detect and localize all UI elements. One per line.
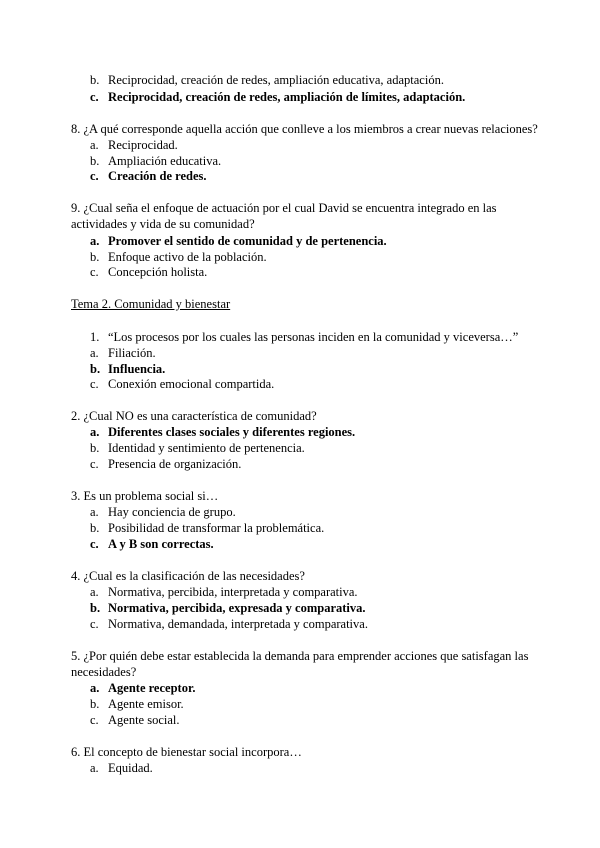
answer-option: b. Reciprocidad, creación de redes, ampliación educativa, adaptación. [90,73,444,87]
question-3: 3. Es un problema social si… [71,489,219,503]
answer-option-correct: c. Reciprocidad, creación de redes, ampliación de límites, adaptación. [90,90,466,104]
answer-option: c. Agente social. [90,713,180,727]
answer-option: c. Conexión emocional compartida. [90,377,275,391]
answer-option-correct: a. Agente receptor. [90,681,196,695]
question-9: 9. ¿Cual seña el enfoque de actuación por el cual David se encuentra integrado en las actividades y vida de su comunidad? [71,201,497,231]
answer-option-correct: b. Influencia. [90,362,166,376]
question-6: 6. El concepto de bienestar social incorpora… [71,745,302,759]
question-8: 8. ¿A qué corresponde aquella acción que conlleve a los miembros a crear nuevas relaciones? [71,122,538,136]
answer-option: c. Normativa, demandada, interpretada y comparativa. [90,617,368,631]
answer-option: b. Posibilidad de transformar la problemática. [90,521,325,535]
question-2: 2. ¿Cual NO es una característica de comunidad? [71,409,317,423]
answer-option-correct: b. Normativa, percibida, expresada y comparativa. [90,601,366,615]
answer-option: a. Hay conciencia de grupo. [90,505,236,519]
answer-option-correct: c. Creación de redes. [90,169,207,183]
answer-option: b. Ampliación educativa. [90,154,222,168]
question-4: 4. ¿Cual es la clasificación de las necesidades? [71,569,305,583]
question-1: 1. “Los procesos por los cuales las personas inciden en la comunidad y viceversa…” [90,330,519,344]
question-5: 5. ¿Por quién debe estar establecida la demanda para emprender acciones que satisfagan las necesidades? [71,649,529,679]
answer-option: a. Filiación. [90,346,156,360]
answer-option: c. Presencia de organización. [90,457,242,471]
answer-option: b. Enfoque activo de la población. [90,250,267,264]
answer-option: b. Identidad y sentimiento de pertenencia. [90,441,305,455]
answer-option: a. Equidad. [90,761,153,775]
answer-option: a. Normativa, percibida, interpretada y comparativa. [90,585,358,599]
answer-option: a. Reciprocidad. [90,138,178,152]
section-title: Tema 2. Comunidad y bienestar [71,297,231,311]
answer-option-correct: c. A y B son correctas. [90,537,214,551]
answer-option-correct: a. Promover el sentido de comunidad y de pertenencia. [90,234,387,248]
answer-option: c. Concepción holista. [90,265,208,279]
answer-option-correct: a. Diferentes clases sociales y diferentes regiones. [90,425,356,439]
answer-option: b. Agente emisor. [90,697,184,711]
